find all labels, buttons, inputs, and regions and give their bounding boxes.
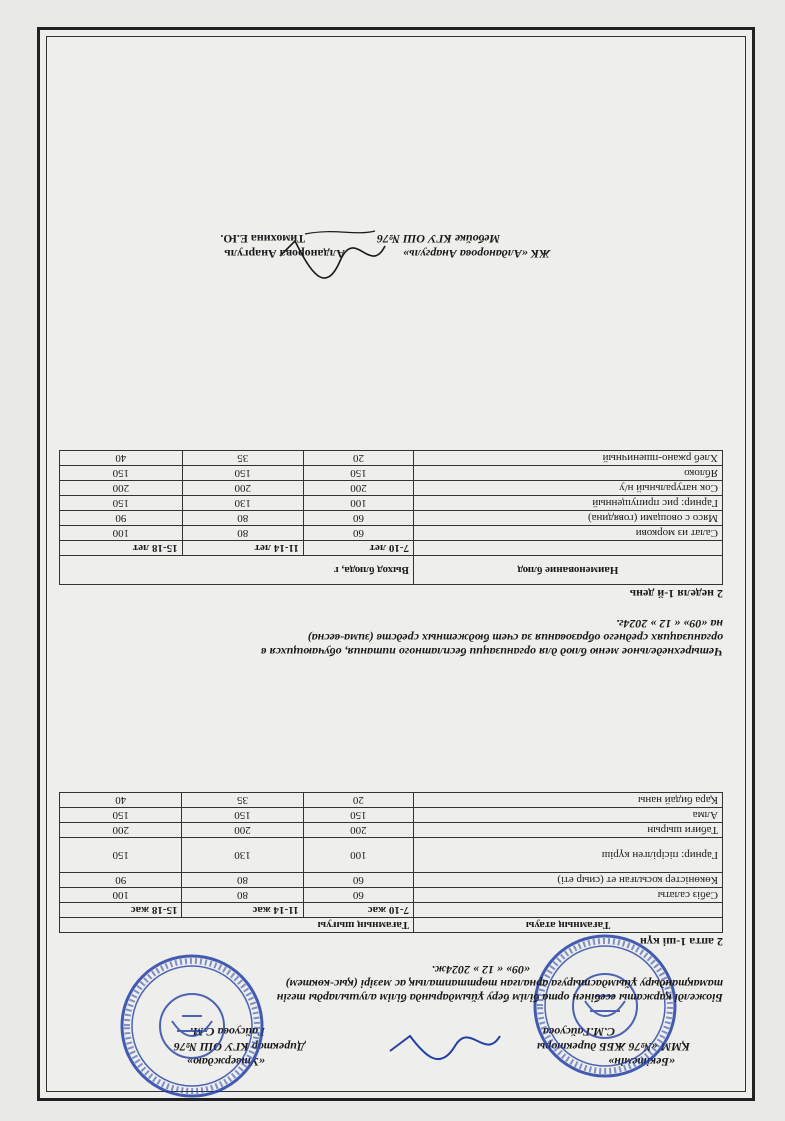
table-row (60, 466, 723, 481)
ru-title-line-1: Четырехнедельное меню блюд для организации бесплатного питания, обучающихся в (261, 645, 723, 659)
ru-value: 150 (60, 466, 183, 481)
table-row (60, 481, 723, 496)
kz-menu-table (59, 792, 723, 933)
kz-title-line-2: тамақтандыру ұйымдастыруға арналған төрттапталық ас мәзірі (қыс-көктем) (285, 977, 723, 991)
kz-dish-name: Алма (414, 808, 723, 823)
kz-value: 60 (303, 873, 413, 888)
ru-menu-table (59, 450, 723, 585)
table-row (60, 526, 723, 541)
approve-right-1: «Утверждаю» (186, 1055, 265, 1069)
kz-value: 35 (182, 793, 303, 808)
kz-value: 100 (303, 838, 413, 873)
kz-value: 100 (60, 888, 182, 903)
ru-dish-name: Яблоко (414, 466, 723, 481)
table-row (60, 873, 723, 888)
kz-col-output: Тағамның шығуы (60, 918, 414, 933)
ru-dish-name: Хлеб ржано-пшеничный (414, 451, 723, 466)
ru-value: 35 (182, 451, 303, 466)
approve-right-2: Директор КГУ ОШ №76 (173, 1040, 305, 1054)
kz-value: 200 (303, 823, 413, 838)
ru-col-output: Выход блюда, г (60, 556, 414, 585)
ru-value: 90 (60, 511, 183, 526)
ru-age-2: 11-14 лет (182, 541, 303, 556)
approve-left-1: «Бекітемін» (608, 1055, 675, 1069)
table-row (60, 888, 723, 903)
kz-col-dish: Тағамның атауы (414, 918, 723, 933)
kz-age-1: 7-10 жас (303, 903, 413, 918)
ru-dish-name: Мясо с овощами (говядина) (414, 511, 723, 526)
ru-value: 20 (303, 451, 413, 466)
ru-value: 200 (303, 481, 413, 496)
ru-sign-left-1: ЖК «Алданорова Анаргуль» (403, 247, 550, 261)
ru-title-line-2: организациях среднего образования за счет бюджетных средств (зима-весна) (307, 631, 723, 645)
approve-left-3: С.М.Гайсуова (542, 1025, 615, 1039)
kz-value: 150 (60, 838, 182, 873)
kz-dish-name: Қара бидай наны (414, 793, 723, 808)
table-row (60, 793, 723, 808)
kz-value: 60 (303, 888, 413, 903)
kz-value: 80 (182, 888, 303, 903)
kz-value: 150 (182, 808, 303, 823)
ru-value: 200 (60, 481, 183, 496)
ru-col-dish: Наименование блюд (414, 556, 723, 585)
kz-dish-name: Көкөністер косылған ет (сиыр еті) (414, 873, 723, 888)
official-stamp-right-icon (530, 931, 680, 1081)
kz-value: 200 (182, 823, 303, 838)
approve-right-3: Гайсуова С.М. (189, 1025, 265, 1039)
table-row (60, 496, 723, 511)
ru-value: 80 (182, 511, 303, 526)
kz-value: 20 (303, 793, 413, 808)
ru-sign-right-1: Алданорова Анаргуль (224, 247, 345, 261)
kz-dish-name: Гарнир: пісірілген күріш (414, 838, 723, 873)
ru-value: 100 (303, 496, 413, 511)
kz-value: 40 (60, 793, 182, 808)
ru-value: 60 (303, 511, 413, 526)
approve-left-2: ҚММ «№76 ЖББ директоры (536, 1040, 690, 1054)
ru-value: 60 (303, 526, 413, 541)
ru-value: 80 (182, 526, 303, 541)
kz-value: 130 (182, 838, 303, 873)
ru-dish-name: Салат из моркови (414, 526, 723, 541)
ru-value: 150 (60, 496, 183, 511)
ru-value: 40 (60, 451, 183, 466)
kz-dish-name: Сәбіз салаты (414, 888, 723, 903)
director-signature-icon (385, 1016, 505, 1066)
kz-age-2: 11-14 жас (182, 903, 303, 918)
ru-sign-right-2: Тимохина Е.Ю. (220, 232, 305, 246)
table-row (60, 838, 723, 873)
table-row (60, 823, 723, 838)
table-row (60, 451, 723, 466)
ru-value: 150 (303, 466, 413, 481)
ru-value: 100 (60, 526, 183, 541)
ru-value: 200 (182, 481, 303, 496)
ru-dish-name: Гарнир: рис припущенный (414, 496, 723, 511)
kz-value: 90 (60, 873, 182, 888)
ru-age-3: 15-18 лет (60, 541, 183, 556)
ru-week-label: 2 неделя 1-й день (629, 587, 723, 601)
official-stamp-left-icon (117, 951, 267, 1101)
kz-value: 80 (182, 873, 303, 888)
kz-dish-name: Табиғи шырын (414, 823, 723, 838)
table-row (60, 808, 723, 823)
ru-value: 150 (182, 466, 303, 481)
kz-value: 150 (303, 808, 413, 823)
kz-value: 200 (60, 823, 182, 838)
table-row (60, 511, 723, 526)
kz-age-3: 15-18 жас (60, 903, 182, 918)
kz-value: 150 (60, 808, 182, 823)
kz-week-label: 2 апта 1-ші күн (639, 935, 723, 949)
ru-dish-name: Сок натуральный н/у (414, 481, 723, 496)
nurse-signature-icon (275, 216, 395, 286)
ru-value: 130 (182, 496, 303, 511)
ru-age-1: 7-10 лет (303, 541, 413, 556)
ru-sign-left-2: Мебойке КГУ ОШ №76 (376, 232, 500, 246)
ru-date: на «09» « 12 » 2024г. (616, 617, 723, 631)
kz-date: «09» « 12 » 2024ж. (431, 963, 530, 977)
kz-title-line-1: Біожелді қаржаты есебінен орта білім беру ұйымдарында білім алушыларды тегін (276, 991, 723, 1005)
